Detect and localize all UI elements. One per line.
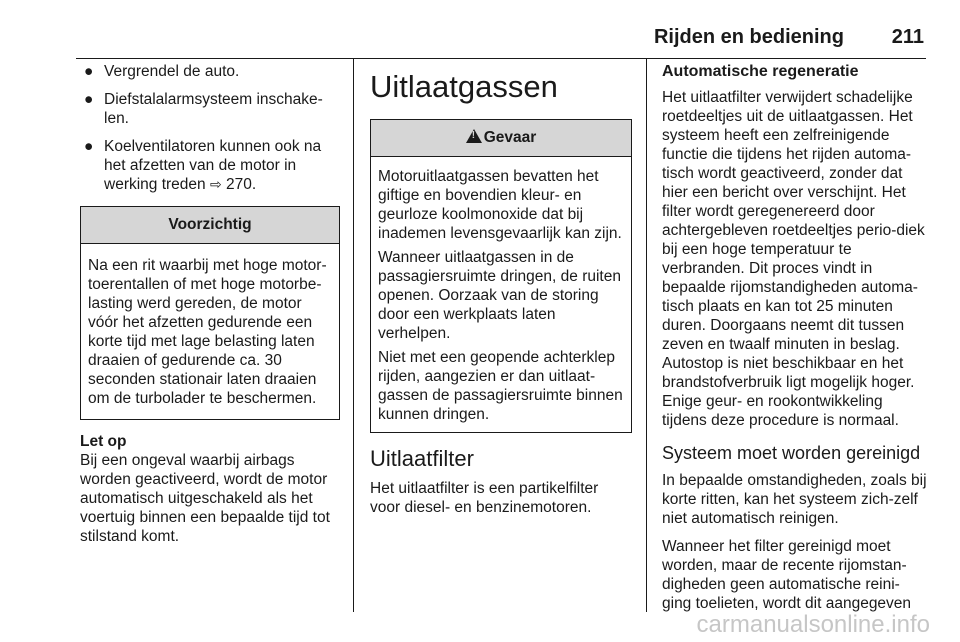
subsection-text: Het uitlaatfilter is een partikelfilter voor diesel- en benzinemotoren.: [370, 480, 599, 516]
danger-box: [370, 119, 632, 433]
column-divider: [646, 58, 647, 612]
paragraph: Het uitlaatfilter verwijdert schadelijke roetdeeltjes uit de uitlaatgassen. Het systeem heeft een zelfreinigende functie die tijdens het rijden automa-tisch wordt geactiveerd, zonder dat hier een bericht over verschijnt. Het filter wordt geregenereerd door achtergebleven roetdeeltjes perio-diek bij een hoge temperatuur te verbranden. Dit proces vindt in bepaalde rijomstandigheden automa-tisch plaats en kan tot 25 minuten duren. Doorgaans neemt dit tussen zeven en twaalf minuten in beslag. Autostop is niet beschikbaar en het brandstofverbruik ligt mogelijk hoger. Enige geur- en rookontwikkeling tijdens deze procedure is normaal.: [662, 89, 925, 429]
column-divider: [353, 58, 354, 612]
caution-box: [80, 206, 340, 420]
caution-title: Voorzichtig: [81, 207, 339, 244]
warning-icon: [466, 129, 482, 143]
page-header: [0, 28, 960, 52]
list-item: ● Koelventilatoren kunnen ook na het afzetten van de motor in werking treden ⇨ 270.: [84, 138, 322, 193]
bullet-list: [80, 62, 340, 194]
section-heading: Uitlaatgassen: [370, 69, 558, 104]
note-text: Bij een ongeval waarbij airbags worden geactiveerd, wordt de motor automatisch uitgeschakeld als het voertuig binnen een bepaalde tijd tot stilstand komt.: [80, 452, 330, 545]
heading-system-cleaning: Systeem moet worden gereinigd: [662, 443, 921, 463]
column-right: [662, 62, 928, 622]
column-middle: [370, 62, 632, 526]
header-rule: [76, 58, 926, 59]
page-number: 211: [891, 26, 924, 48]
column-left: [80, 62, 340, 555]
caution-text: Na een rit waarbij met hoge motor-toerentallen of met hoge motorbe-lasting werd gereden, de motor vóór het afzetten gedurende een korte tijd met lage belasting laten draaien of gedurende ca. 30 seconden stationair laten draaien om de turbolader te beschermen.: [88, 257, 327, 407]
page-ref-icon: ⇨: [209, 176, 222, 192]
danger-title: Gevaar: [483, 129, 537, 146]
list-item: ● Vergrendel de auto.: [84, 63, 240, 80]
danger-paragraph: Motoruitlaatgassen bevatten het giftige en bovendien kleur- en geurloze koolmonoxide dat bij inademen levensgevaarlijk kan zijn.: [378, 168, 622, 242]
danger-paragraph: Niet met een geopende achterklep rijden, aangezien er dan uitlaat-gassen de passagiersruimte binnen kunnen dringen.: [378, 349, 623, 423]
note-title: Let op: [80, 433, 127, 450]
section-title: Rijden en bediening: [653, 26, 844, 48]
paragraph: In bepaalde omstandigheden, zoals bij korte ritten, kan het systeem zich-zelf niet automatisch reinigen.: [662, 472, 927, 527]
danger-header: [371, 120, 631, 157]
subsection-heading: Uitlaatfilter: [370, 446, 474, 471]
watermark: carmanualsonline.info: [696, 611, 930, 638]
page-ref[interactable]: 270.: [226, 176, 257, 193]
paragraph: Wanneer het filter gereinigd moet worden, maar de recente rijomstan-digheden geen automatische reini-ging toelieten, wordt dit aangegeven: [662, 538, 912, 612]
list-item: ● Diefstalalarmsysteem inschake-len.: [84, 91, 323, 127]
danger-paragraph: Wanneer uitlaatgassen in de passagiersruimte dringen, de ruiten openen. Oorzaak van de storing door een werkplaats laten verhelpen.: [378, 249, 621, 342]
heading-auto-regeneration: Automatische regeneratie: [662, 63, 859, 80]
